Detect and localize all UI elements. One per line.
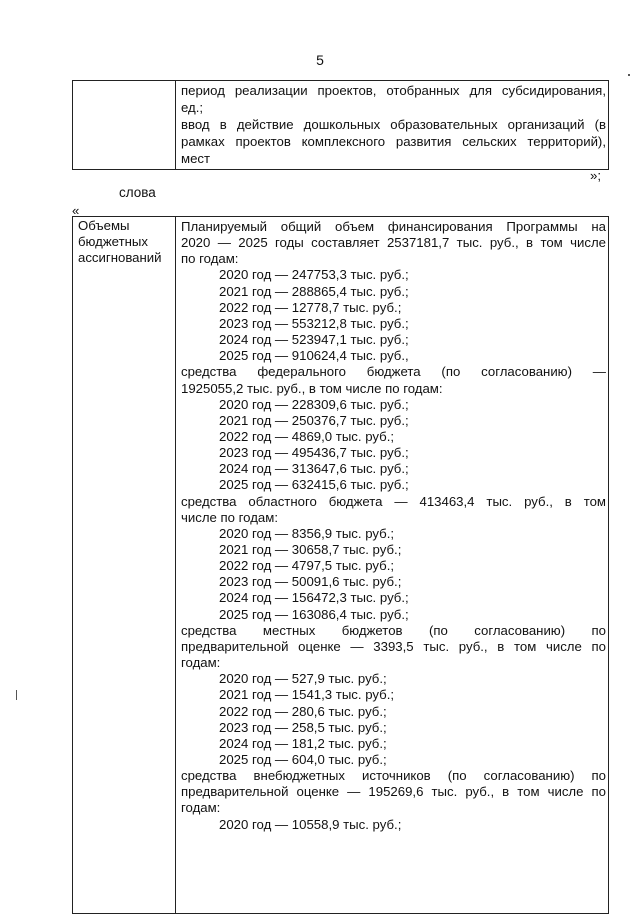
budget-year-line: 2023 год — 258,5 тыс. руб.; [219, 719, 387, 735]
closing-quote: »; [590, 168, 601, 183]
budget-text-line: годам: [181, 655, 221, 671]
budget-text-line: 2020 — 2025 годы составляет 2537181,7 тыс. руб., в том числе [181, 235, 606, 251]
top-table-line: ввод в действие дошкольных образовательных организаций (в [181, 117, 606, 132]
budget-year-line: 2023 год — 553212,8 тыс. руб.; [219, 315, 409, 331]
budget-year-line: 2023 год — 50091,6 тыс. руб.; [219, 574, 402, 590]
budget-year-line: 2022 год — 4869,0 тыс. руб.; [219, 428, 395, 444]
budget-year-line: 2025 год — 604,0 тыс. руб.; [219, 751, 387, 767]
budget-year-line: 2022 год — 280,6 тыс. руб.; [219, 703, 387, 719]
budget-year-line: 2021 год — 288865,4 тыс. руб.; [219, 283, 409, 299]
budget-label-line: ассигнований [78, 250, 162, 265]
budget-table-divider [175, 216, 176, 914]
budget-year-line: 2023 год — 495436,7 тыс. руб.; [219, 445, 409, 461]
budget-text-line: по годам: [181, 251, 239, 267]
budget-year-line: 2024 год — 156472,3 тыс. руб.; [219, 590, 409, 606]
top-table-line: период реализации проектов, отобранных для субсидирования, [181, 83, 606, 98]
budget-text-line: числе по годам: [181, 509, 278, 525]
budget-text-line: предварительной оценке — 3393,5 тыс. руб., в том числе по [181, 638, 606, 654]
budget-year-line: 2025 год — 910624,4 тыс. руб., [219, 348, 409, 364]
budget-year-line: 2022 год — 12778,7 тыс. руб.; [219, 299, 402, 315]
budget-text-line: предварительной оценке — 195269,6 тыс. руб., в том числе по [181, 784, 606, 800]
budget-label-line: бюджетных [78, 234, 148, 249]
budget-year-line: 2020 год — 527,9 тыс. руб.; [219, 671, 387, 687]
budget-year-line: 2020 год — 10558,9 тыс. руб.; [219, 816, 402, 832]
budget-text-line: годам: [181, 800, 221, 816]
budget-year-line: 2021 год — 30658,7 тыс. руб.; [219, 542, 402, 557]
budget-year-line: 2020 год — 8356,9 тыс. руб.; [219, 525, 395, 541]
top-table-line: ед.; [181, 100, 204, 115]
budget-text-line: средства местных бюджетов (по согласованию) по [181, 622, 606, 638]
budget-year-line: 2020 год — 247753,3 тыс. руб.; [219, 267, 409, 283]
top-table-line: мест [181, 151, 211, 166]
budget-year-line: 2024 год — 313647,6 тыс. руб.; [219, 461, 409, 477]
budget-year-line: 2025 год — 163086,4 тыс. руб.; [219, 606, 409, 622]
budget-year-line: 2021 год — 250376,7 тыс. руб.; [219, 412, 409, 428]
page-number: 5 [316, 52, 324, 68]
top-table-line: рамках проектов комплексного развития сельских территорий), [181, 134, 606, 149]
budget-text-line: средства областного бюджета — 413463,4 тыс. руб., в том [181, 493, 606, 509]
budget-year-line: 2021 год — 1541,3 тыс. руб.; [219, 687, 395, 703]
budget-year-line: 2025 год — 632415,6 тыс. руб.; [219, 477, 409, 493]
budget-text-line: средства внебюджетных источников (по согласованию) по [181, 768, 606, 784]
slova-word: слова [119, 185, 156, 200]
budget-year-line: 2022 год — 4797,5 тыс. руб.; [219, 558, 395, 574]
budget-year-line: 2020 год — 228309,6 тыс. руб.; [219, 396, 409, 412]
top-table-divider [175, 80, 176, 170]
budget-year-line: 2024 год — 181,2 тыс. руб.; [219, 735, 387, 751]
budget-text-line: средства федерального бюджета (по согласованию) — [181, 364, 606, 380]
scan-speck [628, 74, 630, 76]
budget-text-line: 1925055,2 тыс. руб., в том числе по годам: [181, 380, 443, 396]
scan-speck [16, 690, 17, 700]
budget-text-line: Планируемый общий объем финансирования Программы на [181, 219, 606, 234]
opening-quote: « [72, 203, 80, 218]
budget-year-line: 2024 год — 523947,1 тыс. руб.; [219, 332, 409, 348]
budget-label-line: Объемы [78, 218, 130, 233]
